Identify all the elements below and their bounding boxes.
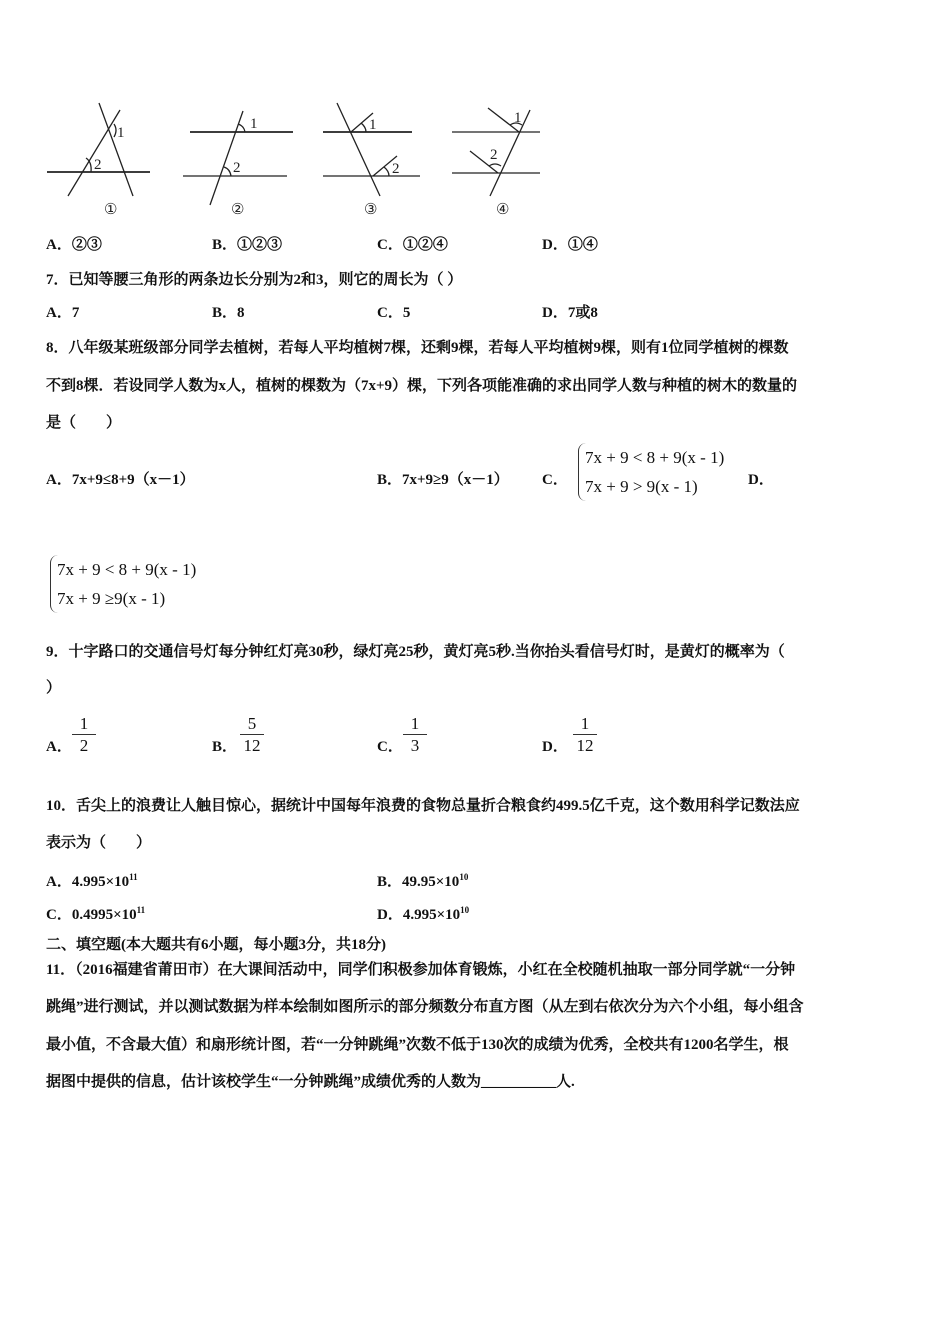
q10-option-d[interactable] <box>377 900 469 925</box>
q11-stem-line: 跳绳”进行测试，并以测试数据为样本绘制如图所示的部分频数分布直方图（从左到右依次分为六个小组，每小组含 <box>46 999 804 1015</box>
section-heading: 二、填空题(本大题共有6小题，每小题3分，共18分) <box>46 937 386 953</box>
q9-option-a[interactable]: A． <box>46 739 72 755</box>
q8-stem-line: 是（ ） <box>46 415 122 431</box>
inequality: 7x + 9 > 9(x - 1) <box>585 477 698 496</box>
inequality: 7x + 9 ≥9(x - 1) <box>57 589 166 608</box>
q10-option-a[interactable] <box>46 867 138 892</box>
q11-stem-line: 据图中提供的信息，估计该校学生“一分钟跳绳”成绩优秀的人数为__________人. <box>46 1074 575 1090</box>
q7-option-c[interactable]: C．5 <box>377 305 411 321</box>
figure-1 <box>47 103 150 218</box>
exponent: 11 <box>136 905 146 915</box>
figure-2 <box>183 111 293 218</box>
q8-option-a[interactable]: A．7x+9≤8+9（x－1） <box>46 472 195 488</box>
svg-text:①: ① <box>104 202 118 218</box>
q6-option-c[interactable]: C．①②④ <box>377 237 448 253</box>
q8-option-d-system <box>50 555 196 613</box>
q8-stem-line: 8．八年级某班级部分同学去植树，若每人平均植树7棵，还剩9棵，若每人平均植树9棵，则有1位同学植树的棵数 <box>46 340 789 356</box>
q8-option-b[interactable]: B．7x+9≥9（x－1） <box>377 472 509 488</box>
q6-option-b[interactable]: B．①②③ <box>212 237 283 253</box>
q10-option-c[interactable] <box>46 900 145 925</box>
q8-option-c-system <box>578 443 724 501</box>
q7-option-a[interactable]: A．7 <box>46 305 80 321</box>
svg-text:1: 1 <box>117 125 125 141</box>
q7-option-b[interactable]: B．8 <box>212 305 245 321</box>
q6-figures <box>0 0 950 230</box>
q10-option-b[interactable] <box>377 867 468 892</box>
figure-4 <box>452 108 540 218</box>
q9-option-d[interactable]: D． <box>542 739 568 755</box>
exponent: 11 <box>129 872 138 882</box>
q9-option-b[interactable]: B． <box>212 739 238 755</box>
q8-option-d[interactable]: D． <box>748 472 774 488</box>
q7-stem: 7．已知等腰三角形的两条边长分别为2和3，则它的周长为（ ） <box>46 272 463 288</box>
option-text: B．49.95×10 <box>377 874 460 890</box>
svg-text:④: ④ <box>496 202 510 218</box>
svg-text:③: ③ <box>364 202 378 218</box>
q9-fraction-a: $\frac{1}{2}$ <box>72 714 96 757</box>
svg-text:1: 1 <box>250 116 258 132</box>
svg-text:2: 2 <box>94 157 102 173</box>
q11-stem-line: 11．（2016福建省莆田市）在大课间活动中，同学们积极参加体育锻炼，小红在全校随机抽取一部分同学就“一分钟 <box>46 962 796 978</box>
q10-stem-line: 10．舌尖上的浪费让人触目惊心，据统计中国每年浪费的食物总量折合粮食约499.5亿千克，这个数用科学记数法应 <box>46 798 800 814</box>
q6-option-a[interactable]: A．②③ <box>46 237 102 253</box>
svg-text:2: 2 <box>233 160 241 176</box>
q7-option-d[interactable]: D．7或8 <box>542 305 598 321</box>
svg-text:2: 2 <box>392 161 400 177</box>
q9-fraction-b: $\frac{5}{12}$ <box>240 714 264 757</box>
q9-fraction-c: $\frac{1}{3}$ <box>403 714 427 757</box>
svg-text:1: 1 <box>369 117 377 133</box>
q9-option-c[interactable]: C． <box>377 739 403 755</box>
option-text: C．0.4995×10 <box>46 907 137 923</box>
q9-stem-line: ） <box>46 680 62 696</box>
svg-text:②: ② <box>231 202 245 218</box>
q8-stem-line: 不到8棵．若设同学人数为x人，植树的棵数为（7x+9）棵，下列各项能准确的求出同学人数与种植的树木的数量的 <box>46 378 798 394</box>
inequality: 7x + 9 < 8 + 9(x - 1) <box>57 560 197 579</box>
inequality: 7x + 9 < 8 + 9(x - 1) <box>585 448 725 467</box>
q6-option-d[interactable]: D．①④ <box>542 237 598 253</box>
figure-3 <box>323 103 420 218</box>
exponent: 10 <box>460 905 470 915</box>
option-text: D．4.995×10 <box>377 907 461 923</box>
q10-stem-line: 表示为（ ） <box>46 835 152 851</box>
option-text: A．4.995×10 <box>46 874 130 890</box>
q9-fraction-d: $\frac{1}{12}$ <box>573 714 597 757</box>
svg-text:1: 1 <box>514 110 522 126</box>
svg-text:2: 2 <box>490 147 498 163</box>
q11-stem-line: 最小值，不含最大值）和扇形统计图，若“一分钟跳绳”次数不低于130次的成绩为优秀，全校共有1200名学生，根 <box>46 1037 789 1053</box>
q8-option-c[interactable]: C． <box>542 472 568 488</box>
exponent: 10 <box>459 872 469 882</box>
q9-stem-line: 9．十字路口的交通信号灯每分钟红灯亮30秒，绿灯亮25秒，黄灯亮5秒.当你抬头看信号灯时，是黄灯的概率为（ <box>46 644 785 660</box>
